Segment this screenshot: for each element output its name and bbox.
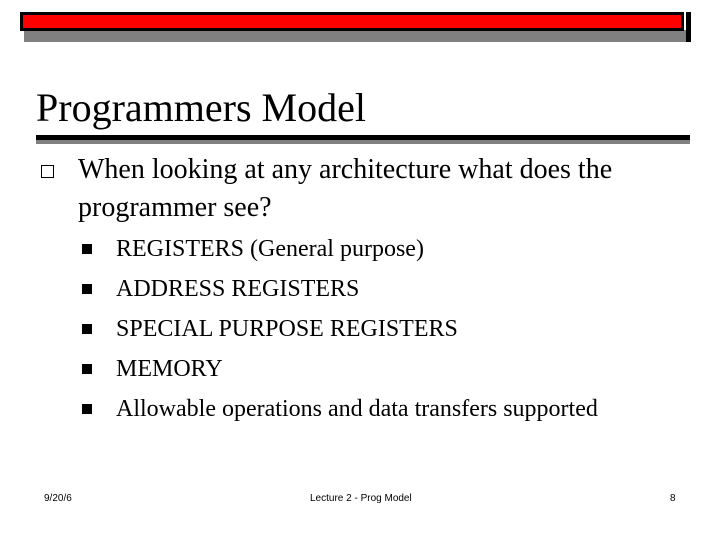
- footer-title: Lecture 2 - Prog Model: [310, 493, 412, 504]
- banner-end-cap: [686, 12, 691, 42]
- main-point: When looking at any architecture what does the programmer see?: [78, 154, 613, 223]
- sub-point-text: REGISTERS (General purpose): [116, 236, 424, 262]
- banner-shadow: [24, 30, 690, 42]
- square-bullet-icon: [82, 244, 92, 254]
- sub-point-text: SPECIAL PURPOSE REGISTERS: [116, 316, 458, 342]
- top-banner: [20, 12, 684, 31]
- sub-point-text: MEMORY: [116, 356, 223, 382]
- square-bullet-icon: [82, 404, 92, 414]
- square-bullet-icon: [82, 364, 92, 374]
- sub-point-text: ADDRESS REGISTERS: [116, 276, 360, 302]
- page-number: 8: [670, 493, 676, 504]
- sub-point-text: Allowable operations and data transfers supported: [116, 396, 598, 422]
- square-bullet-icon: [82, 284, 92, 294]
- hollow-square-bullet-icon: [41, 165, 54, 178]
- title-rule: [36, 135, 690, 140]
- square-bullet-icon: [82, 324, 92, 334]
- slide-title: Programmers Model: [36, 85, 366, 130]
- footer-date: 9/20/6: [44, 493, 72, 504]
- title-rule-shadow: [36, 140, 690, 144]
